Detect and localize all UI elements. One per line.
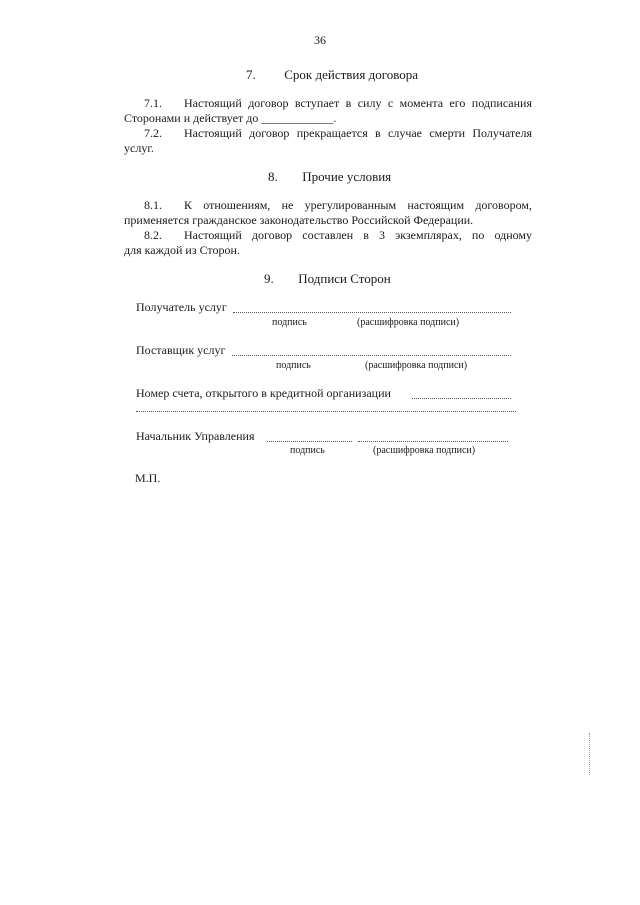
head-label: Начальник Управления <box>136 429 255 443</box>
clause-7-2-number: 7.2. <box>144 126 162 140</box>
section-7-heading <box>246 67 418 83</box>
account-label: Номер счета, открытого в кредитной организации <box>136 386 391 400</box>
account-number-line <box>412 398 511 399</box>
recipient-label: Получатель услуг <box>136 300 227 314</box>
clause-8-1-number: 8.1. <box>144 198 162 212</box>
clause-7-2-line-2: услуг. <box>124 141 154 155</box>
stamp-place-label: М.П. <box>135 471 161 485</box>
provider-signature-caption: подпись <box>276 360 311 371</box>
section-9-title: Подписи Сторон <box>298 271 391 286</box>
account-number-continuation-line <box>136 411 516 412</box>
section-8-heading <box>268 169 391 185</box>
head-decode-caption: (расшифровка подписи) <box>373 445 476 456</box>
provider-label: Поставщик услуг <box>136 343 226 357</box>
clause-7-1-line-1: 7.1. Настоящий договор вступает в силу с момента его подписания <box>144 96 532 110</box>
section-9-heading <box>264 271 391 287</box>
head-decode-line <box>358 441 508 442</box>
valid-until-blank: ____________ <box>261 111 334 125</box>
section-9-number: 9. <box>264 271 274 286</box>
clause-8-2-line-1: 8.2. Настоящий договор составлен в 3 экземплярах, по одному <box>144 228 532 242</box>
clause-8-1-line-1: 8.1. К отношениям, не урегулированным настоящим договором, <box>144 198 532 212</box>
recipient-signature-line <box>233 312 511 313</box>
provider-decode-caption: (расшифровка подписи) <box>365 360 468 371</box>
clause-7-1-line-2: Сторонами и действует до ____________. <box>124 111 337 125</box>
clause-8-1-line-2: применяется гражданское законодательство Российской Федерации. <box>124 213 474 227</box>
section-8-number: 8. <box>268 169 278 184</box>
section-8-title: Прочие условия <box>302 169 392 184</box>
section-7-number: 7. <box>246 67 256 82</box>
clause-7-1-number: 7.1. <box>144 96 162 110</box>
clause-8-2-line-2: для каждой из Сторон. <box>124 243 240 257</box>
page-number: 36 <box>314 33 326 47</box>
head-signature-caption: подпись <box>290 445 325 456</box>
head-signature-line <box>267 441 352 442</box>
recipient-signature-caption: подпись <box>272 317 307 328</box>
clause-8-2-number: 8.2. <box>144 228 162 242</box>
section-7-title: Срок действия договора <box>284 67 419 82</box>
provider-signature-line <box>232 355 511 356</box>
recipient-decode-caption: (расшифровка подписи) <box>357 317 460 328</box>
clause-7-2-line-1: 7.2. Настоящий договор прекращается в случае смерти Получателя <box>144 126 532 140</box>
scan-edge-mark <box>589 733 590 775</box>
